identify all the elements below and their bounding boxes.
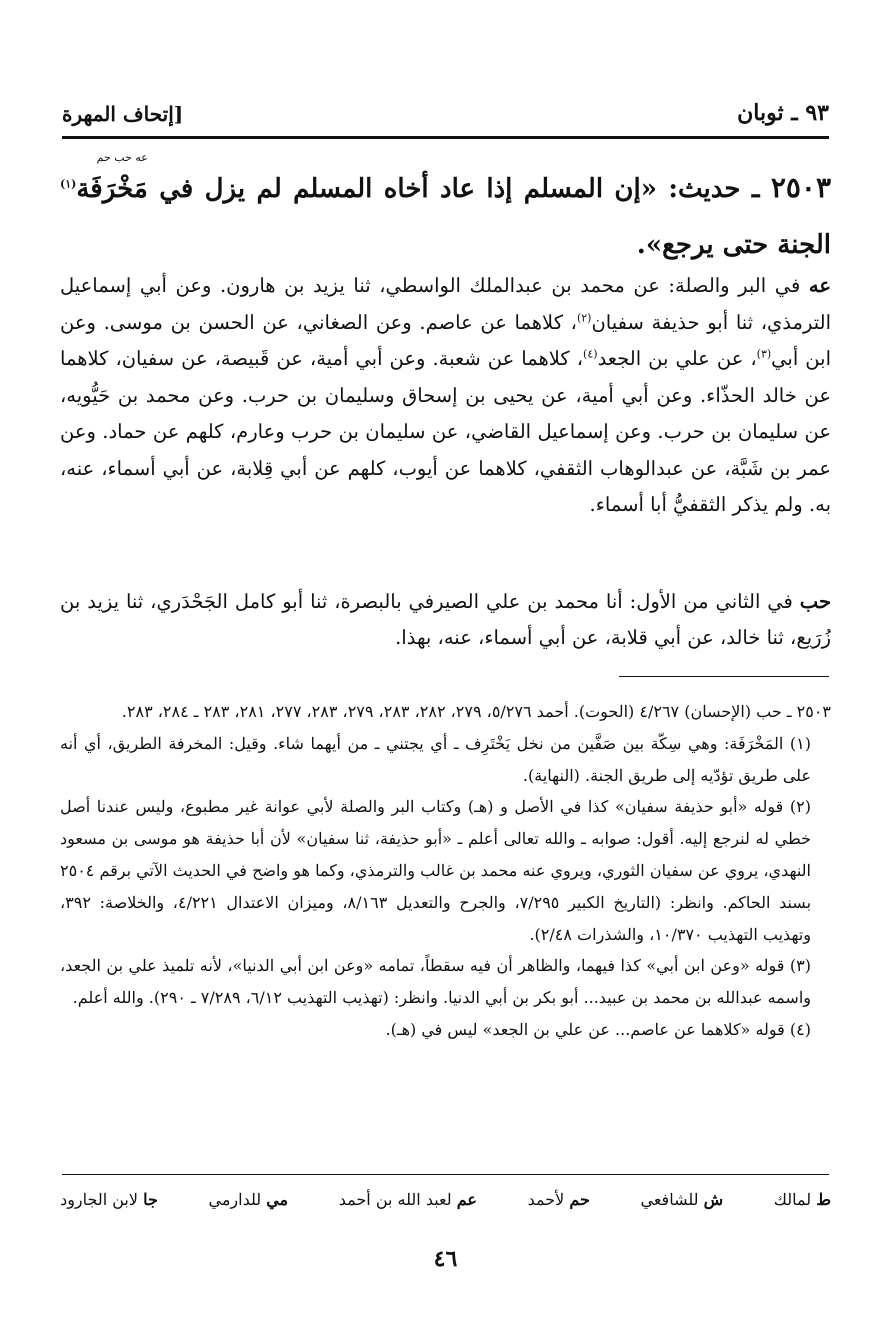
- legend-item: حم لأحمد: [527, 1190, 590, 1209]
- isnad-text-1: في البر والصلة: عن محمد بن عبدالملك الواسطي، ثنا يزيد بن هارون. وعن أبي إسماعيل الترمذي، ثنا أبو حذيفة سفيان: [60, 274, 831, 334]
- legend-divider: [62, 1174, 829, 1175]
- page-number: ٤٦: [433, 1246, 458, 1272]
- footnote-ref-3[interactable]: (٣): [756, 347, 772, 361]
- isnad-paragraph: [60, 268, 831, 524]
- legend-item: ط لمالك: [773, 1190, 831, 1209]
- second-isnad-paragraph: [60, 584, 831, 656]
- footnote-3: (٣) قوله «وعن ابن أبي» كذا فيهما، والظاهر أن فيه سقطاً، تمامه «وعن ابن أبي الدنيا»، لأنه تلميذ علي بن الجعد، واسمه عبدالله بن محمد بن عبيد... أبو بكر بن أبي الدنيا. وانظر: (تهذيب التهذيب ٦/١٢، ٧/٢٨٩ ـ ٢٩٠). والله أعلم.: [60, 956, 811, 1008]
- footnote-4: (٤) قوله «كلاهما عن عاصم... عن علي بن الجعد» ليس في (هـ).: [385, 1019, 811, 1039]
- hadith-number: ٢٥٠٣: [770, 171, 831, 204]
- isnad-text-2: ، كلاهما عن عاصم. وعن الصغاني، عن الحسن بن موسى. وعن ابن أبي: [60, 310, 831, 370]
- hadith-text: [60, 151, 831, 273]
- source-tag-hibban: حب: [799, 590, 831, 613]
- legend-item: مي للدارمي: [208, 1190, 289, 1209]
- abbreviation-legend: [60, 1190, 831, 1209]
- footnote-1: (١) المَخْرَفَة: وهي سِكّة بين صَفَّين من نخل يَخْتَرِف ـ أي يجتني ـ من أيهما شاء. وقيل: المخرفة الطريق، أي أنه على طريق تؤدّيه إلى طريق الجنة. (النهاية).: [60, 733, 811, 785]
- notes-divider: [619, 676, 829, 677]
- header-chapter-title: ٩٣ ـ ثوبان: [737, 100, 829, 126]
- hadith-line-1: ـ حديث: «إن المسلم إذا عاد أخاه المسلم لم يزل في: [159, 174, 771, 204]
- footnotes: [60, 696, 831, 1046]
- running-header: [62, 86, 829, 139]
- legend-item: عم لعبد الله بن أحمد: [338, 1190, 477, 1209]
- annotated-word: عه حب حم مَخْرَفَة: [76, 151, 148, 204]
- source-tag-awana: عه: [808, 274, 831, 297]
- footnote-ref-1[interactable]: (١): [60, 177, 77, 191]
- footnote-references: ٢٥٠٣ ـ حب (الإحسان) ٤/٢٦٧ (الحوت). أحمد ٥/٢٧٦، ٢٧٩، ٢٨٢، ٢٨٣، ٢٧٩، ٢٨٣، ٢٧٧، ٢٨١، ٢٨٣ ـ ٢٨٤، ٢٨٣.: [121, 702, 831, 721]
- header-book-title: [إتحاف المهرة: [62, 102, 184, 126]
- hadith-line-2: الجنة حتى يرجع».: [636, 230, 831, 260]
- footnote-ref-2[interactable]: (٢): [576, 311, 592, 324]
- footnote-2: (٢) قوله «أبو حذيفة سفيان» كذا في الأصل و (هـ) وكتاب البر والصلة لأبي عوانة غير مطبوع، وليس عندنا أصل خطي له لنرجع إليه. أقول: صوابه ـ والله تعالى أعلم ـ «أبو حذيفة، ثنا سفيان» لأن أبا حذيفة هو موسى بن مسعود النهدي، يروي عن سفيان الثوري، ويروي عنه محمد بن غالب والترمذي، وكما هو واضح في الحديث الآتي برقم ٢٥٠٤ بسند الحاكم. وانظر: (التاريخ الكبير ٧/٢٩٥، والجرح والتعديل ٨/١٦٣، وميزان الاعتدال ٤/٢٢١، والخلاصة: ٣٩٢، وتهذيب التهذيب ١٠/٣٧٠، والشذرات ٢/٤٨).: [60, 797, 812, 944]
- isnad-text-3: ، عن علي بن الجعد: [597, 347, 757, 370]
- legend-item: جا لابن الجارود: [60, 1190, 158, 1209]
- footnote-ref-4[interactable]: (٤): [583, 347, 598, 361]
- isnad-text-4: ، كلاهما عن شعبة. وعن أبي أمية، عن قَبيصة، عن سفيان، كلاهما عن خالد الحذّاء. وعن أبي أمية، عن يحيى بن إسحاق وسليمان بن حرب. وعن محمد بن حَيُّويه، عن سليمان بن حرب. وعن إسماعيل القاضي، عن سليمان بن حرب وعارم، كلهم عن حماد. وعن عمر بن شَبَّة، عن عبدالوهاب الثقفي، كلاهما عن أيوب، كلهم عن أبي قِلابة، عن أبي أسماء، عنه، به. ولم يذكر الثقفيُّ أبا أسماء.: [60, 347, 831, 516]
- legend-item: ش للشافعي: [640, 1190, 724, 1209]
- second-isnad-text: في الثاني من الأول: أنا محمد بن علي الصيرفي بالبصرة، ثنا أبو كامل الجَحْدَري، ثنا يزيد بن زُرَيع، ثنا خالد، عن أبي قلابة، عن أبي أسماء، عنه، بهذا.: [60, 590, 831, 649]
- source-marks: عه حب حم: [96, 151, 148, 164]
